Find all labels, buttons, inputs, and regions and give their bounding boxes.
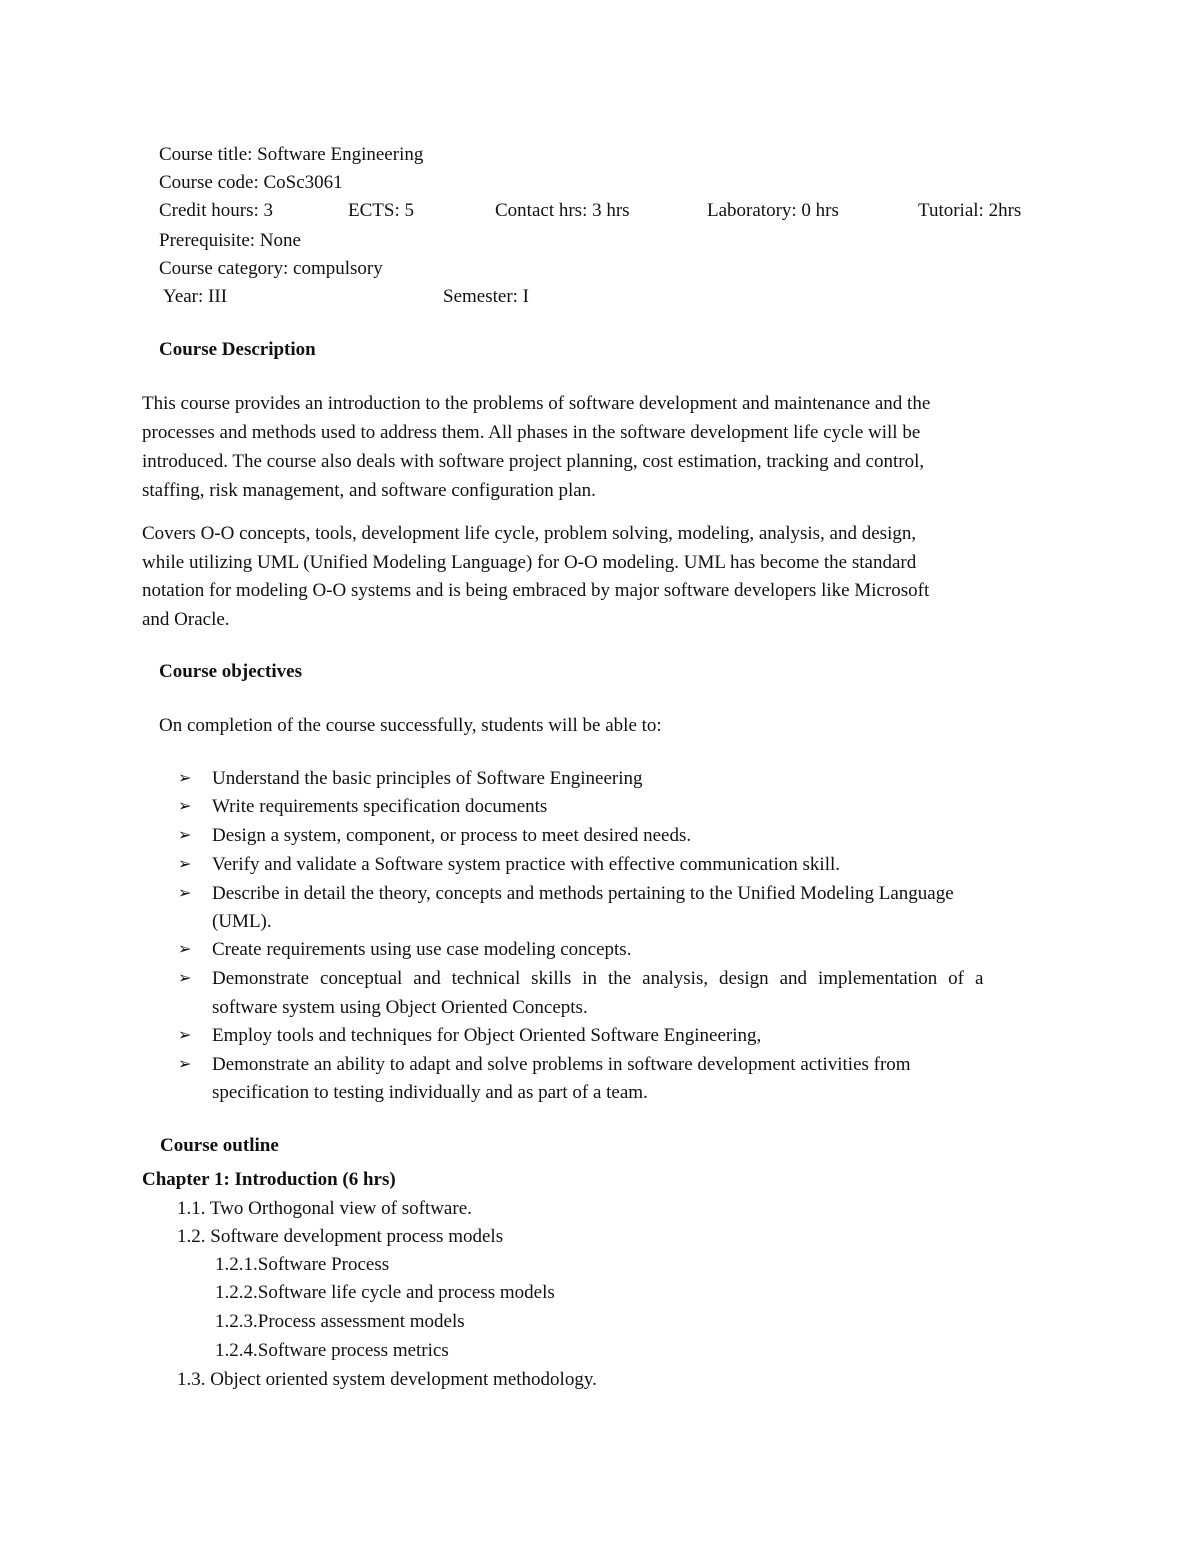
description-p1-line: introduced. The course also deals with software project planning, cost estimation, tracking and control, xyxy=(142,451,925,472)
outline-item: 1.3. Object oriented system development methodology. xyxy=(177,1369,597,1390)
text-line: Demonstrate conceptual and technical skills in the analysis, design and implementation of a xyxy=(212,968,984,989)
objective-item: Describe in detail the theory, concepts and methods pertaining to the Unified Modeling Language xyxy=(212,883,954,904)
objective-item: Demonstrate an ability to adapt and solve problems in software development activities from xyxy=(212,1054,911,1075)
arrow-bullet-icon: ➢ xyxy=(178,768,192,787)
course-title: Course title: Software Engineering xyxy=(159,144,424,165)
tutorial-hours: Tutorial: 2hrs xyxy=(918,200,1022,221)
outline-subitem: 1.2.3.Process assessment models xyxy=(215,1311,465,1332)
course-code: Course code: CoSc3061 xyxy=(159,172,343,193)
arrow-bullet-icon: ➢ xyxy=(178,968,192,987)
objective-item-continued: software system using Object Oriented Concepts. xyxy=(212,997,588,1018)
objectives-intro: On completion of the course successfully, students will be able to: xyxy=(159,715,662,736)
arrow-bullet-icon: ➢ xyxy=(178,796,192,815)
description-p2-line: while utilizing UML (Unified Modeling Language) for O-O modeling. UML has become the standard xyxy=(142,552,917,573)
objectives-heading: Course objectives xyxy=(159,661,302,682)
description-heading: Course Description xyxy=(159,339,316,360)
arrow-bullet-icon: ➢ xyxy=(178,1025,192,1044)
description-p2-line: notation for modeling O-O systems and is being embraced by major software developers like Microsoft xyxy=(142,580,930,601)
objective-item-continued: specification to testing individually and as part of a team. xyxy=(212,1082,648,1103)
objective-item: Create requirements using use case modeling concepts. xyxy=(212,939,632,960)
outline-subitem: 1.2.1.Software Process xyxy=(215,1254,390,1275)
outline-subitem: 1.2.4.Software process metrics xyxy=(215,1340,449,1361)
arrow-bullet-icon: ➢ xyxy=(178,939,192,958)
ects: ECTS: 5 xyxy=(348,200,414,221)
laboratory-hours: Laboratory: 0 hrs xyxy=(707,200,839,221)
description-p2-line: and Oracle. xyxy=(142,609,230,630)
course-category: Course category: compulsory xyxy=(159,258,383,279)
description-p1-line: staffing, risk management, and software configuration plan. xyxy=(142,480,596,501)
outline-item: 1.2. Software development process models xyxy=(177,1226,504,1247)
objective-item: Understand the basic principles of Software Engineering xyxy=(212,768,643,789)
description-p1-line xyxy=(142,394,1035,413)
arrow-bullet-icon: ➢ xyxy=(178,825,192,844)
outline-item: 1.1. Two Orthogonal view of software. xyxy=(177,1198,472,1219)
objective-item: Write requirements specification documents xyxy=(212,796,548,817)
objective-item: Employ tools and techniques for Object Oriented Software Engineering, xyxy=(212,1025,762,1046)
year: Year: III xyxy=(163,286,228,307)
text-line: This course provides an introduction to the problems of software development and maintenance and the xyxy=(142,393,931,414)
objective-item xyxy=(212,969,1059,988)
objective-item: Verify and validate a Software system practice with effective communication skill. xyxy=(212,854,841,875)
objective-item: Design a system, component, or process to meet desired needs. xyxy=(212,825,692,846)
arrow-bullet-icon: ➢ xyxy=(178,1054,192,1073)
objective-item-continued: (UML). xyxy=(212,911,272,932)
semester: Semester: I xyxy=(443,286,530,307)
arrow-bullet-icon: ➢ xyxy=(178,854,192,873)
contact-hours: Contact hrs: 3 hrs xyxy=(495,200,630,221)
description-p2-line: Covers O-O concepts, tools, development life cycle, problem solving, modeling, analysis, and design, xyxy=(142,523,917,544)
chapter-1-title: Chapter 1: Introduction (6 hrs) xyxy=(142,1169,396,1190)
arrow-bullet-icon: ➢ xyxy=(178,883,192,902)
description-p1-line: processes and methods used to address them. All phases in the software development life cycle will be xyxy=(142,422,921,443)
credit-hours: Credit hours: 3 xyxy=(159,200,273,221)
prerequisite: Prerequisite: None xyxy=(159,230,301,251)
outline-subitem: 1.2.2.Software life cycle and process models xyxy=(215,1282,555,1303)
outline-heading: Course outline xyxy=(160,1135,279,1156)
